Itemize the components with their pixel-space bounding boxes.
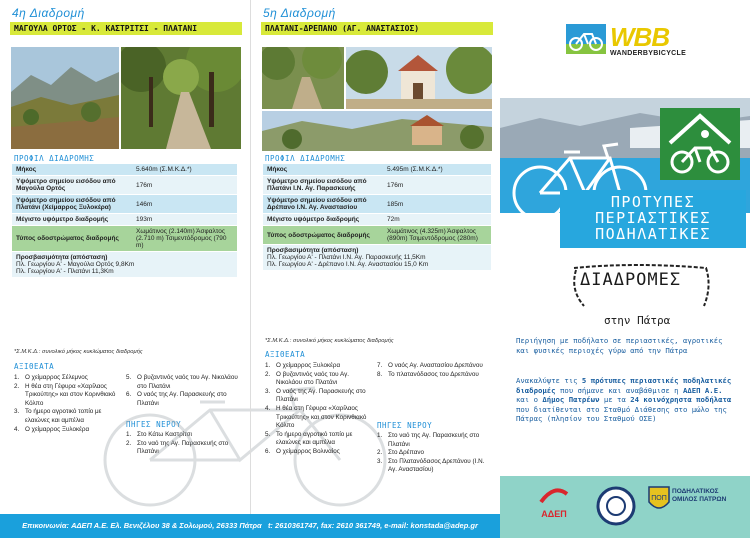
table-row (263, 214, 491, 226)
route5-note: *Σ.Μ.Κ.Δ.: συνολικό μήκος κυκλώματος διαδρομής (265, 338, 394, 344)
adep-logo (534, 484, 574, 519)
route5-title: 5η Διαδρομή (263, 6, 336, 20)
cycling-club-name: ΠΟΔΗΛΑΤΙΚΟΣ ΟΜΙΛΟΣ ΠΑΤΡΩΝ (672, 488, 727, 503)
list-item: 2. Η θέα στη Γέφυρα «Χαρίλαος Τρικούπης» και στον Κορινθιακό Κόλπο (14, 382, 116, 407)
route5-sights-list-2 (377, 362, 489, 379)
water-text: Στο ναό της Αγ. Παρασκευής στο Πλατάνι (137, 439, 229, 456)
table-row (12, 226, 237, 252)
table-row (12, 214, 237, 226)
row-key: Υψόμετρο σημείου εισόδου από Πλατάνι Ι.Ν. Αγ. Παρασκευής (263, 176, 383, 195)
table-row (12, 252, 237, 278)
wbb-logo-text: WBB (610, 22, 670, 52)
hero-bike-illustration (500, 88, 750, 288)
route4-water-heading: ΠΗΓΕΣ ΝΕΡΟΥ (126, 420, 182, 429)
row-key: Τύπος οδοστρώματος διαδρομής (263, 226, 383, 245)
row-key: Μήκος (263, 164, 383, 176)
list-item: 1. Ο χείμαρρος Ξυλοκέρα (265, 362, 341, 369)
route5-profile-heading: ΠΡΟΦΙΛ ΔΙΑΔΡΟΜΗΣ (265, 154, 346, 163)
sight-text: Ο ναός Αγ. Αναστασίου Δρεπάνου (388, 362, 483, 369)
table-row (263, 176, 491, 195)
route4-photo-path (120, 46, 242, 150)
row-value: 185m (383, 195, 491, 214)
sight-text: Το ήμερο αγροτικό τοπίο με ελαιώνες και αμπέλια (276, 430, 353, 447)
sight-text: Η θέα στη Γέφυρα «Χαρίλαος Τρικούπης» και στον Κορινθιακό Κόλπο (276, 404, 367, 430)
list-item: 5. Το ήμερο αγροτικό τοπίο με ελαιώνες και αμπέλια (265, 430, 353, 447)
water-text: Στο Πλατανόδασος Δρεπάνου (Ι.Ν. Αγ. Αναστασίου) (388, 457, 485, 474)
list-item: 1. Ο χείμαρρος Σέλεμνος (14, 374, 88, 381)
list-item: 1. Στο Κάτω Καστρίτσι (126, 431, 192, 438)
municipality-seal-icon (596, 486, 636, 526)
access-cell (263, 245, 491, 271)
list-item: 6. Ο χείμαρρος Βολιναίος (265, 447, 340, 455)
list-item: 6. Ο ναός της Αγ. Παρασκευής στο Πλατάνι (126, 391, 227, 407)
wbb-logo-subtext: WANDERBYBICYCLE (610, 50, 687, 57)
list-item: 1. Στο ναό της Αγ. Παρασκευής στο Πλατάνι (377, 432, 480, 448)
route4-photo-mountains (10, 46, 120, 150)
route5-sights-list (265, 362, 373, 457)
wbb-bike-logo-icon (566, 24, 606, 54)
table-row (12, 195, 237, 214)
title-routes: ΔΙΑΔΡΟΜΕΣ (580, 270, 682, 290)
table-row (12, 164, 237, 176)
title-line: ΠΟΔΗΛΑΤΙΚΕΣ (595, 225, 711, 243)
cover-panel (500, 0, 750, 538)
sight-text: Το πλατανόδασος του Δρεπάνου (388, 370, 479, 378)
access-cell (12, 252, 237, 278)
route4-profile-heading: ΠΡΟΦΙΛ ΔΙΑΔΡΟΜΗΣ (14, 154, 95, 163)
route5-name: ΠΛΑΤΑΝΙ-ΔΡΕΠΑΝΟ (ΑΓ. ΑΝΑΣΤΑΣΙΟΣ) (261, 22, 493, 35)
route5-photo-trees (261, 46, 345, 110)
sight-text: Ο βυζαντινός ναός του Αγ. Νικολάου στο Πλατάνι (276, 370, 349, 387)
wbb-logo (566, 22, 687, 66)
title-line: ΠΡΟΤΥΠΕΣ (610, 193, 696, 211)
sight-text: Ο χείμαρρος Σέλεμνος (25, 374, 88, 381)
partner-logos (500, 476, 750, 538)
route5-panel (250, 0, 501, 514)
sight-text: Ο χείμαρρος Ξυλοκέρα (25, 425, 90, 433)
title-city: στην Πάτρα (604, 314, 671, 327)
text-span: Δήμος Πατρέων (542, 395, 600, 405)
sight-text: Ο χείμαρρος Βολιναίος (276, 447, 340, 455)
route5-photo-chapel (345, 46, 493, 110)
route4-title: 4η Διαδρομή (12, 6, 85, 20)
sight-text: Ο χείμαρρος Ξυλοκέρα (276, 362, 341, 369)
list-item: 3. Ο ναός της Αγ. Παρασκευής στο Πλατάνι (265, 387, 366, 404)
row-key: Τύπος οδοστρώματος διαδρομής (12, 226, 132, 252)
row-key: Υψόμετρο σημείου εισόδου από Πλατάνι (Χείμαρρος Ξυλοκέρα) (12, 195, 132, 214)
list-item: 4. Η θέα στη Γέφυρα «Χαρίλαος Τρικούπης» και στον Κορινθιακό Κόλπο (265, 404, 367, 430)
row-value: 5.640m (Σ.Μ.Κ.Δ.*) (132, 164, 237, 176)
discover-paragraph (516, 376, 738, 424)
route4-photos (10, 46, 240, 150)
sight-text: Ο βυζαντινός ναός του Αγ. Νικολάου στο Πλατάνι (137, 374, 238, 390)
text-span: ΑΔΕΠ Α.Ε. (682, 385, 723, 395)
list-item: 4. Ο χείμαρρος Ξυλοκέρα (14, 425, 90, 433)
list-item: 7. Ο ναός Αγ. Αναστασίου Δρεπάνου (377, 362, 483, 369)
route4-name: ΜΑΓΟΥΛΑ ΟΡΤΟΣ - Κ. ΚΑΣΤΡΙΤΣΙ - ΠΛΑΤΑΝΙ (10, 22, 242, 35)
row-key: Υψόμετρο σημείου εισόδου από Δρέπανο Ι.Ν. Αγ. Αναστασίου (263, 195, 383, 214)
route5-photo-church (261, 110, 493, 152)
sight-text: Το ήμερο αγροτικό τοπίο με ελαιώνες και αμπέλια (25, 408, 102, 424)
row-key: Μέγιστο υψόμετρο διαδρομής (263, 214, 383, 226)
access-line: Πλ. Γεωργίου Α' - Δρέπανο Ι.Ν. Αγ. Αναστασίου 15,0 Km (267, 261, 429, 268)
route4-profile-table (12, 164, 237, 278)
list-item: 2. Στο ναό της Αγ. Παρασκευής στο Πλατάνι (126, 439, 229, 456)
table-row (263, 226, 491, 245)
sight-text: Η θέα στη Γέφυρα «Χαρίλαος Τρικούπης» και στον Κορινθιακό Κόλπο (25, 382, 116, 407)
row-value: 193m (132, 214, 237, 226)
row-value: 146m (132, 195, 237, 214)
table-row (263, 195, 491, 214)
row-value: Χωμάτινος (2.140m) Άσφαλτος (2.710 m) Τσιμεντόδρομος (790 m) (132, 226, 237, 252)
row-key: Μήκος (12, 164, 132, 176)
adep-swoosh-icon (539, 484, 569, 504)
title-line: ΠΕΡΙΑΣΤΙΚΕΣ (595, 209, 711, 227)
row-key: Υψόμετρο σημείου εισόδου από Μαγούλα Ορτός (12, 176, 132, 195)
water-text: Στο ναό της Αγ. Παρασκευής στο Πλατάνι (388, 432, 480, 448)
list-item: 5. Ο βυζαντινός ναός του Αγ. Νικολάου στο Πλατάνι (126, 374, 238, 390)
list-item: 2. Ο βυζαντινός ναός του Αγ. Νικολάου στο Πλατάνι (265, 370, 349, 387)
table-row (263, 164, 491, 176)
row-value: 5.495m (Σ.Μ.Κ.Δ.*) (383, 164, 491, 176)
text-span: 24 κοινόχρηστα ποδήλατα (630, 395, 732, 405)
water-text: Στο Δρέπανο (388, 449, 425, 457)
access-line: Πλ. Γεωργίου Α' - Πλατάνι 11,3Km (16, 268, 114, 275)
row-key: Μέγιστο υψόμετρο διαδρομής (12, 214, 132, 226)
text-span: με τα (599, 395, 631, 405)
route5-water-list (377, 432, 489, 475)
text-span: που σήμανε και αναβάθμισε η (555, 385, 683, 395)
list-item: 3. Στο Πλατανόδασος Δρεπάνου (Ι.Ν. Αγ. Αναστασίου) (377, 457, 485, 474)
main-title (560, 190, 746, 248)
route5-photos (261, 46, 491, 150)
row-value: 176m (383, 176, 491, 195)
footer-address: ΑΔΕΠ Α.Ε. Ελ. Βενιζέλου 38 & Σολωμού, 26333 Πάτρα (71, 521, 262, 530)
access-line: Πλ. Γεωργίου Α' - Μαγούλα Ορτός 9,8Km (16, 261, 135, 268)
text-span: και ο (516, 395, 543, 405)
water-text: Στο Κάτω Καστρίτσι (137, 431, 192, 438)
list-item: 3. Το ήμερο αγροτικό τοπίο με ελαιώνες και αμπέλια (14, 408, 102, 424)
contact-footer (0, 514, 500, 538)
route5-sights-heading: ΑΞΙΘΕΑΤΑ (265, 350, 306, 359)
access-line: Πλ. Γεωργίου Α' - Πλατάνι Ι.Ν. Αγ. Παρασκευής 11,5Km (267, 254, 426, 261)
text-span: 5 πρότυπες περιαστικές ποδηλατικές διαδρομές (516, 376, 732, 395)
sight-text: Ο ναός της Αγ. Παρασκευής στο Πλατάνι (276, 387, 366, 404)
text-span: Ανακαλύψτε τις (516, 376, 582, 385)
adep-logo-text: ΑΔΕΠ (541, 509, 567, 519)
route5-profile-table (263, 164, 491, 271)
route4-sights-heading: ΑΞΙΘΕΑΤΑ (14, 362, 55, 371)
table-row (12, 176, 237, 195)
list-item: 2. Στο Δρέπανο (377, 449, 425, 457)
route5-water-heading: ΠΗΓΕΣ ΝΕΡΟΥ (377, 421, 433, 430)
svg-text:ΠΟΠ: ΠΟΠ (651, 495, 667, 502)
list-item: 8. Το πλατανόδασος του Δρεπάνου (377, 370, 479, 378)
route4-note: *Σ.Μ.Κ.Δ.: συνολικό μήκος κυκλώματος διαδρομής (14, 349, 143, 355)
access-key: Προσβασιμότητα (απόσταση) (267, 247, 359, 254)
table-row (263, 245, 491, 271)
access-key: Προσβασιμότητα (απόσταση) (16, 254, 108, 261)
footer-label: Επικοινωνία: (22, 521, 70, 530)
row-value: 176m (132, 176, 237, 195)
cycling-club-shield-icon (648, 486, 670, 514)
footer-contacts: t: 2610361747, fax: 2610 361749, e-mail: konstada@adep.gr (267, 521, 478, 530)
row-value: Χωμάτινος (4.325m) Άσφαλτος (890m) Τσιμεντόδρομος (280m) (383, 226, 491, 245)
sight-text: Ο ναός της Αγ. Παρασκευής στο Πλατάνι (137, 391, 227, 407)
text-span: που διατίθενται στο Σταθμό Διάθεσης στο μώλο της Πάτρας (πλησίον του Σταθμού ΟΣΕ) (516, 404, 727, 424)
row-value: 72m (383, 214, 491, 226)
intro-paragraph: Περιήγηση με ποδήλατο σε περιαστικές, αγροτικές και φυσικές περιοχές γύρω από την Πάτρα (516, 336, 723, 355)
